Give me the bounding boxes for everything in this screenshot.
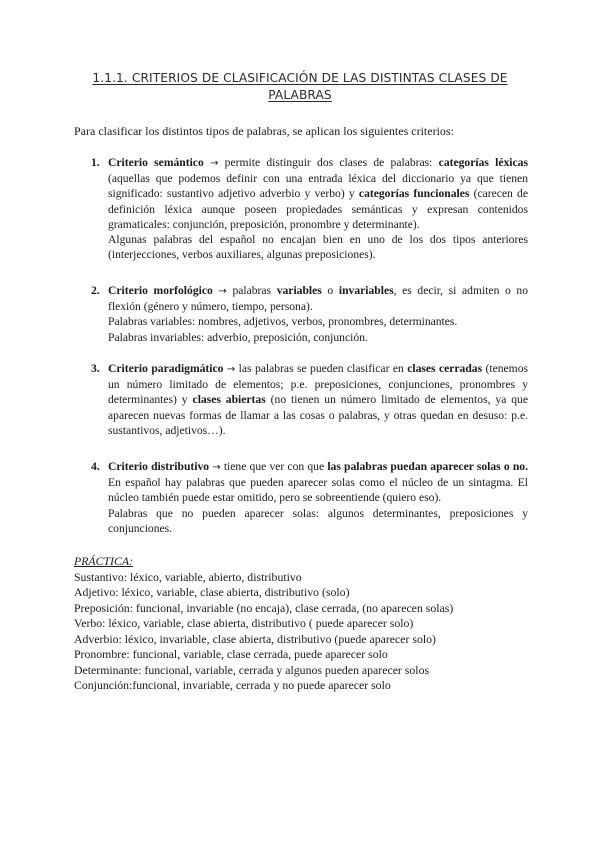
practice-line: Determinante: funcional, variable, cerrada y algunos pueden aparecer solos (74, 662, 430, 677)
criterion-2 (91, 283, 528, 345)
practice-line: Conjunción:funcional, invariable, cerrada y no puede aparecer solo (74, 678, 391, 692)
term-variables: variables (276, 284, 322, 297)
criterion-text: (carecen de definición léxica aunque poseen propiedades semánticas y expresan contenidos gramaticales: conjunción, preposición, pronombre y determinante). (108, 187, 528, 231)
criterion-name: Criterio semántico (108, 156, 204, 169)
criterion-number: 4. (91, 460, 100, 473)
practice-line: Verbo: léxico, variable, clase abierta, distributivo ( puede aparecer solo) (74, 616, 414, 630)
criterion-number: 2. (91, 284, 100, 297)
section-title (70, 70, 530, 104)
criterion-note: Palabras variables: nombres, adjetivos, verbos, pronombres, determinantes. (108, 315, 458, 329)
criterion-text: o (321, 284, 339, 297)
arrow-icon: → (212, 462, 221, 473)
criterion-4 (91, 459, 528, 536)
section-title-line-2: PALABRAS (268, 88, 332, 102)
criterion-text: En español hay palabras que pueden aparecer solas como el núcleo de un sintagma. El núcleo también puede estar omitido, pero se sobreentiende (quiero eso). (108, 476, 528, 505)
practice-line: Adjetivo: léxico, variable, clase abierta, distributivo (solo) (74, 585, 350, 599)
criterion-name: Criterio paradigmático (108, 362, 224, 375)
arrow-icon: → (210, 158, 219, 169)
intro-paragraph: Para clasificar los distintos tipos de palabras, se aplican los siguientes criterios: (74, 124, 454, 138)
section-title-line-1: 1.1.1. CRITERIOS DE CLASIFICACIÓN DE LAS DISTINTAS CLASES DE (92, 71, 508, 85)
criterion-note: Algunas palabras del español no encajan bien en uno de los dos tipos anteriores (interjecciones, verbos auxiliares, algunas preposiciones). (108, 233, 528, 262)
criterion-1 (91, 155, 528, 262)
term-clases-cerradas: clases cerradas (407, 362, 483, 375)
term-clases-abiertas: clases abiertas (192, 393, 266, 407)
criterion-text: (no tienen un número limitado de elementos, ya que aparecen nuevas formas de llamar a las cosas o palabras, y otras quedan en desuso: p.e. sustantivos, adjetivos…). (108, 393, 529, 437)
criterion-number: 3. (91, 362, 100, 375)
criterion-text: tiene que ver con que (220, 460, 328, 473)
criterion-text: las palabras se pueden clasificar en (235, 362, 408, 375)
practice-heading: PRÁCTICA: (74, 554, 133, 568)
term-invariables: invariables (338, 284, 394, 297)
criterion-text: permite distinguir dos clases de palabras: (218, 156, 439, 169)
term-categorias-lexicas: categorías léxicas (438, 156, 528, 169)
criterion-name: Criterio distributivo (108, 460, 210, 473)
criterion-note: Palabras que no pueden aparecer solas: algunos determinantes, preposiciones y conjunciones. (108, 506, 528, 535)
criterion-note: Palabras invariables: adverbio, preposición, conjunción. (108, 330, 368, 344)
criterion-3 (91, 361, 528, 438)
practice-line: Pronombre: funcional, variable, clase cerrada, puede aparecer solo (74, 647, 388, 661)
criterion-text: (tenemos un número limitado de elementos; p.e. preposiciones, conjunciones, pronombres y determinantes) y (108, 362, 528, 407)
practice-section (74, 554, 534, 694)
practice-line: Preposición: funcional, invariable (no encaja), clase cerrada, (no aparecen solas) (74, 600, 454, 615)
practice-line: Sustantivo: léxico, variable, abierto, distributivo (74, 569, 302, 584)
criterion-text: palabras (226, 284, 277, 297)
arrow-icon: → (218, 286, 227, 297)
practice-line: Adverbio: léxico, invariable, clase abierta, distributivo (puede aparecer solo) (74, 631, 436, 646)
term-categorias-funcionales: categorías funcionales (358, 187, 470, 201)
term-aparecer-solas: las palabras puedan aparecer solas o no. (327, 460, 528, 473)
arrow-icon: → (226, 364, 236, 375)
criterion-text: (aquellas que podemos definir con una entrada léxica del diccionario ya que tienen significado: sustantivo adjetivo adverbio y verbo) y (108, 172, 528, 201)
criterion-number: 1. (91, 156, 100, 169)
criterion-name: Criterio morfológico (108, 284, 213, 297)
criterion-text: , es decir, si admiten o no flexión (género y número, tiempo, persona). (108, 284, 529, 314)
